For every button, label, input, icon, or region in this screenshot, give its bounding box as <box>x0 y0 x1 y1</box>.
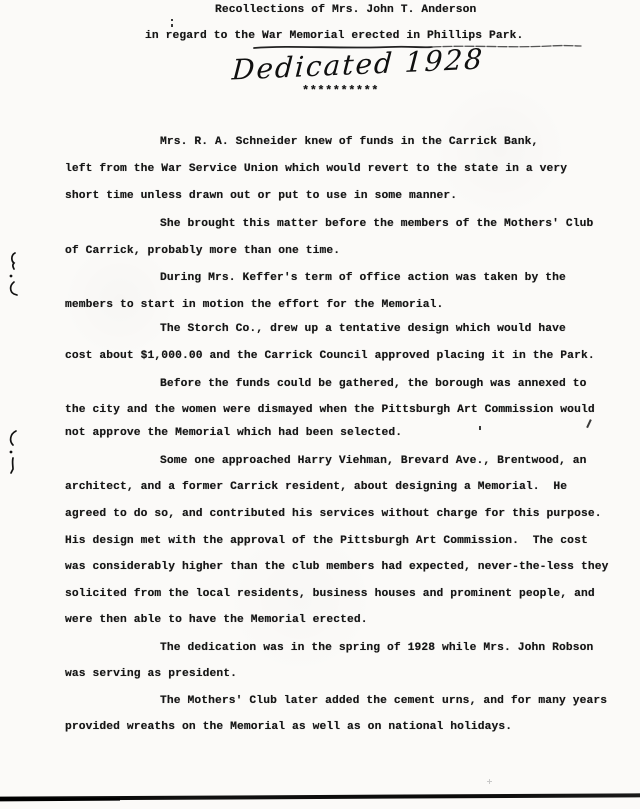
stray-mark <box>171 24 173 27</box>
typed-line: architect, and a former Carrick resident, about designing a Memorial. He <box>65 481 568 493</box>
typed-line: left from the War Service Union which would revert to the state in a very <box>65 163 568 175</box>
stray-mark <box>479 426 481 430</box>
typed-line: Mrs. R. A. Schneider knew of funds in the Carrick Bank, <box>160 136 539 148</box>
typed-line: Before the funds could be gathered, the borough was annexed to <box>160 378 587 390</box>
typed-line: not approve the Memorial which had been selected. <box>65 427 403 439</box>
typed-line: cost about $1,000.00 and the Carrick Council approved placing it in the Park. <box>65 350 595 362</box>
document-title: Recollections of Mrs. John T. Anderson <box>215 4 477 16</box>
handwritten-note: Dedicated 1928 <box>231 42 486 87</box>
subtitle-prefix: in regard to the <box>145 30 262 42</box>
subtitle-underlined-text: War Memorial erected in Phillips Park. <box>261 30 524 42</box>
stray-mark <box>171 19 173 21</box>
typed-line: The Storch Co., drew up a tentative design which would have <box>160 323 566 335</box>
stray-slash-mark <box>586 419 591 428</box>
typed-line: She brought this matter before the members of the Mothers' Club <box>160 218 594 230</box>
pen-squiggle-icon <box>4 250 22 298</box>
typed-line: His design met with the approval of the Pittsburgh Art Commission. The cost <box>65 535 588 547</box>
typed-line: The dedication was in the spring of 1928 while Mrs. John Robson <box>160 642 594 654</box>
typed-line: was serving as president. <box>65 668 237 680</box>
pen-squiggle-icon <box>4 428 22 476</box>
typed-line: were then able to have the Memorial erected. <box>65 614 368 626</box>
typed-line: agreed to do so, and contributed his services without charge for this purpose. <box>65 508 602 520</box>
typed-line: members to start in motion the effort for the Memorial. <box>65 299 444 311</box>
typed-line: of Carrick, probably more than one time. <box>65 245 341 257</box>
typed-line: Some one approached Harry Viehman, Brevard Ave., Brentwood, an <box>160 455 587 467</box>
asterisk-divider: ********** <box>302 84 380 98</box>
scan-bottom-edge-thick <box>0 798 120 802</box>
typed-line: short time unless drawn out or put to use in some manner. <box>65 190 458 202</box>
typed-line: solicited from the local residents, business houses and prominent people, and <box>65 588 595 600</box>
typed-line: the city and the women were dismayed when the Pittsburgh Art Commission would <box>65 404 595 416</box>
faint-mark <box>489 779 490 784</box>
typed-line: During Mrs. Keffer's term of office action was taken by the <box>160 272 566 284</box>
typed-line: provided wreaths on the Memorial as well as on national holidays. <box>65 721 513 733</box>
typed-line: was considerably higher than the club members had expected, never-the-less they <box>65 561 609 573</box>
typed-line: The Mothers' Club later added the cement urns, and for many years <box>160 695 608 707</box>
